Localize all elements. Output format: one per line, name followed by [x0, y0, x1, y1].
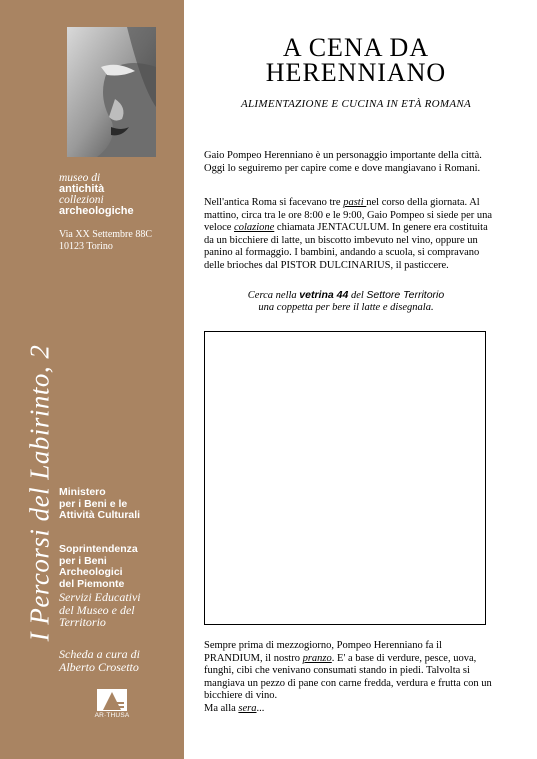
- soprintendenza-line-1: Soprintendenza: [59, 543, 138, 555]
- drawing-area[interactable]: [204, 331, 486, 625]
- term-colazione: colazione: [234, 222, 275, 233]
- lunch-text-3: Ma alla: [204, 702, 239, 714]
- instruction-text-1: Cerca nella: [247, 290, 300, 301]
- credit-line-1: Scheda a cura di: [59, 647, 140, 661]
- ministry-name: [59, 487, 179, 522]
- museum-line-4: archeologiche: [59, 205, 134, 217]
- soprintendenza-line-4: del Piemonte: [59, 577, 125, 590]
- sculpture-face-image: [67, 27, 156, 157]
- address-city: 10123 Torino: [59, 241, 113, 252]
- arethusa-logo-mark: [97, 689, 127, 711]
- address-street: Via XX Settembre 88C: [59, 229, 152, 240]
- museum-address: [59, 229, 179, 253]
- lunch-text-4: ...: [256, 702, 265, 714]
- breakfast-paragraph: [204, 197, 496, 272]
- breakfast-text-2: nel corso della giornata. Al mattino, circa tra le ore 8:00 e le 9:00, Gaio Pompeo si siede per una veloce: [204, 197, 493, 233]
- page-subtitle: ALIMENTAZIONE E CUCINA IN ETÀ ROMANA: [240, 98, 472, 110]
- ministry-line-1: Ministero: [59, 486, 106, 498]
- term-pasti: pasti: [343, 197, 367, 208]
- museum-name: [59, 173, 179, 217]
- educational-services: [59, 591, 181, 629]
- lunch-text-2: . E' a base di verdure, pesce, uova, funghi, cibi che venivano consumati stando in piedi. Talvolta si mangiava un pezzo di pane con carne fredda, verdura e frutta con un bicchiere di vino.: [204, 652, 492, 701]
- title-line-1: A CENA DA: [282, 33, 430, 62]
- sector-name: Settore Territorio: [366, 289, 445, 301]
- servizi-line-1: Servizi Educativi: [59, 590, 141, 604]
- instruction-text-2: del: [348, 290, 367, 301]
- sheet-credit: [59, 648, 181, 673]
- series-title: I Percorsi del Labirinto, 2: [24, 344, 55, 642]
- lunch-paragraph: [204, 640, 496, 715]
- soprintendenza-name: [59, 544, 179, 590]
- showcase-number: vetrina 44: [299, 289, 349, 301]
- breakfast-text-3: chiamata JENTACULUM. In genere era costituita da un bicchiere di latte, un biscotto imbevuto nel vino, oppure un panino al formaggio. I bambini, andando a scuola, si compravano delle brioches dal PISTOR DULCINARIUS, il pasticcere.: [204, 222, 488, 271]
- intro-paragraph: Gaio Pompeo Herenniano è un personaggio importante della città. Oggi lo seguiremo per capire come e dove mangiavano i Romani.: [204, 150, 482, 174]
- arethusa-logo-text: AR·THUSA: [94, 712, 130, 719]
- arethusa-logo: [91, 689, 133, 721]
- museum-line-1: museo di: [59, 172, 101, 184]
- soprintendenza-line-3: Archeologici: [59, 566, 123, 578]
- servizi-line-2: del Museo e del: [59, 602, 135, 617]
- sidebar: [0, 0, 184, 759]
- page-title: [196, 35, 516, 85]
- title-line-2: HERENNIANO: [265, 58, 447, 87]
- breakfast-text-1: Nell'antica Roma si facevano tre: [204, 197, 344, 208]
- museum-line-2: antichità: [59, 183, 105, 195]
- soprintendenza-line-2: per i Beni: [59, 554, 107, 567]
- credit-line-2: Alberto Crosetto: [59, 659, 139, 674]
- instruction-line-1: [204, 289, 488, 302]
- ministry-line-2: per i Beni e le: [59, 497, 128, 510]
- drawing-instruction: [204, 289, 488, 314]
- term-pranzo: pranzo: [302, 652, 332, 664]
- lunch-text-1: Sempre prima di mezzogiorno, Pompeo Herenniano fa il PRANDIUM, il nostro: [204, 640, 442, 664]
- museum-line-3: collezioni: [59, 194, 104, 206]
- sculpture-face-photo: [67, 27, 156, 157]
- ministry-line-3: Attività Culturali: [59, 509, 141, 521]
- instruction-line-2: una coppetta per bere il latte e disegnala.: [258, 302, 434, 313]
- servizi-line-3: Territorio: [59, 615, 106, 629]
- term-sera: sera: [238, 702, 257, 714]
